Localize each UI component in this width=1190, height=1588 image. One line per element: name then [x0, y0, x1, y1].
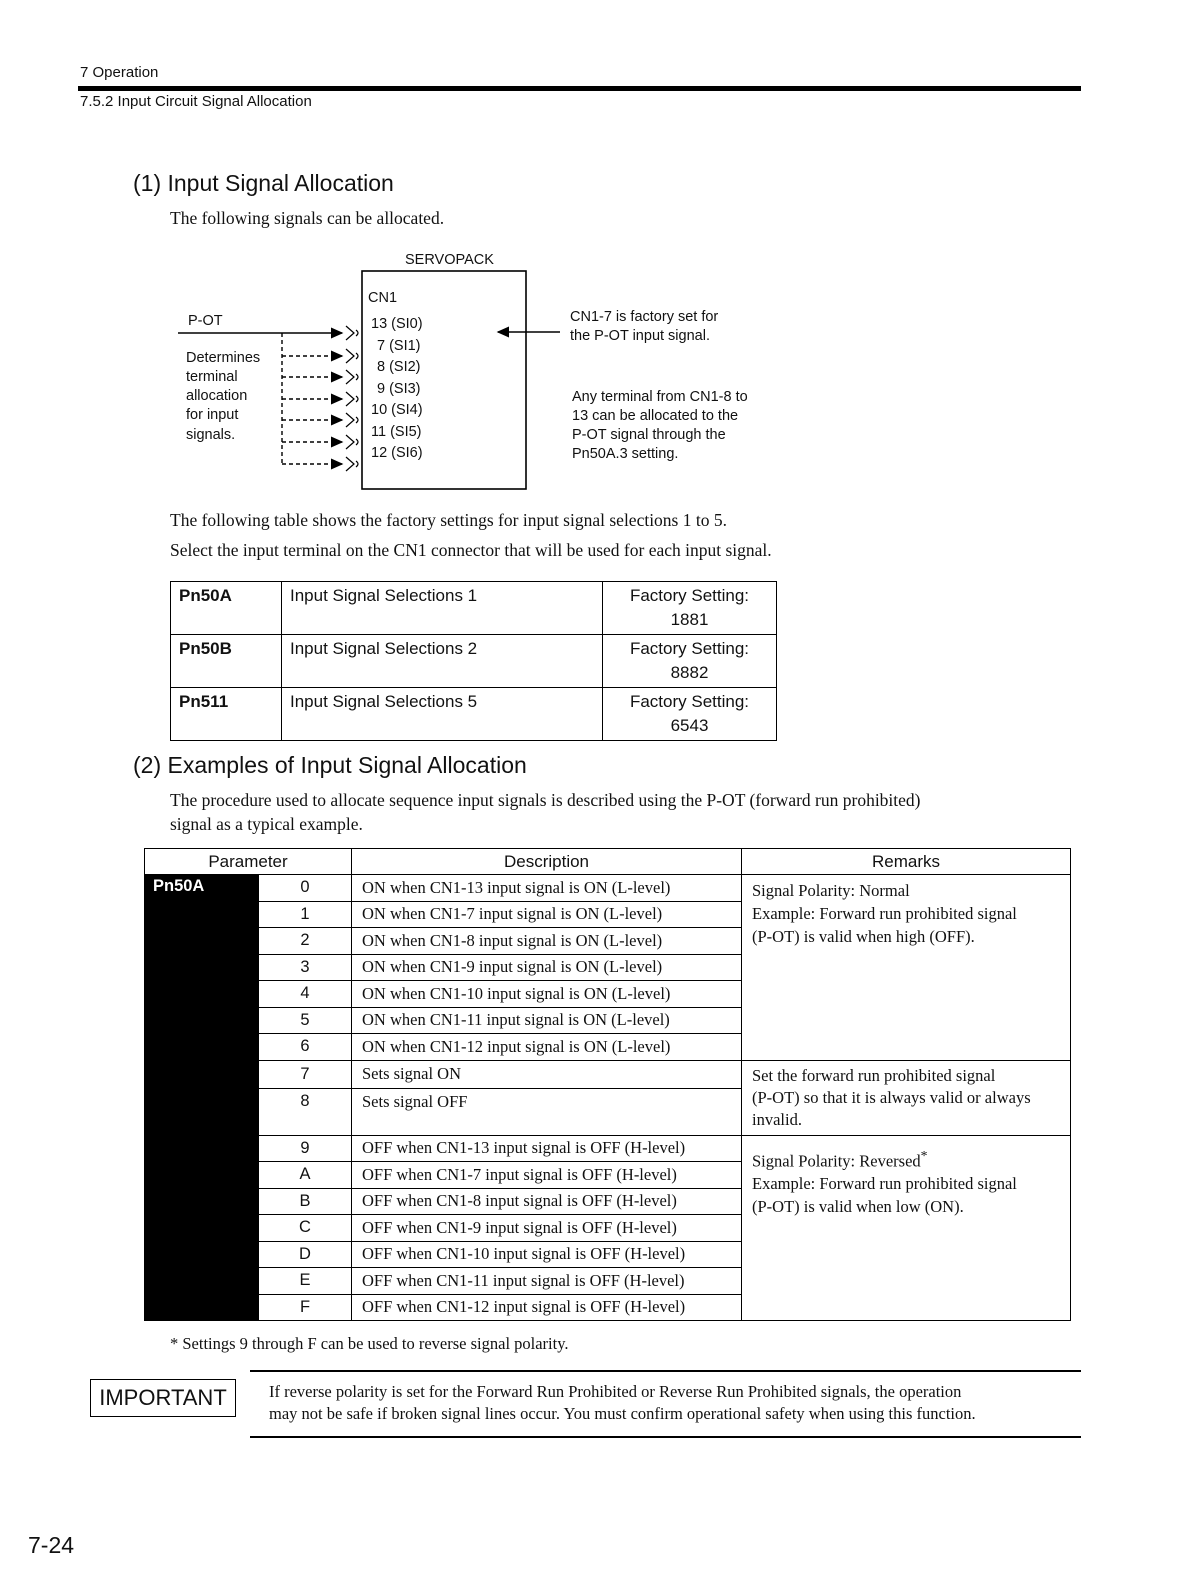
param-description: OFF when CN1-10 input signal is OFF (H-level) [352, 1241, 742, 1268]
cn1-label: CN1 [368, 290, 398, 306]
param-value: 2 [259, 928, 352, 955]
right-note-2-line: 13 can be allocated to the [572, 408, 739, 424]
param-value: 3 [259, 954, 352, 981]
important-text [269, 1381, 1069, 1425]
section2-intro-line1: The procedure used to allocate sequence input signals is described using the P-OT (forward run prohibited) [170, 790, 921, 810]
param-description: ON when CN1-9 input signal is ON (L-level) [352, 954, 742, 981]
table-row [171, 688, 777, 741]
header-remarks: Remarks [742, 849, 1071, 875]
param-value: 5 [259, 1007, 352, 1034]
remarks-line: Signal Polarity: Reversed [752, 1151, 921, 1170]
table-row [171, 582, 777, 635]
param-value: D [259, 1241, 352, 1268]
parameter-table [144, 848, 1071, 1321]
table-row [145, 1135, 1071, 1162]
param-value: B [259, 1188, 352, 1215]
param-value: 4 [259, 981, 352, 1008]
terminal-label: 9 (SI3) [377, 381, 421, 397]
terminal-label: 12 (SI6) [371, 445, 423, 461]
param-value: F [259, 1294, 352, 1321]
header-rule [78, 86, 1081, 91]
remarks-line: Signal Polarity: Normal [752, 881, 910, 900]
terminal-label: 7 (SI1) [377, 338, 421, 354]
param-code: Pn50B [171, 635, 282, 688]
factory-setting-value: 6543 [670, 716, 709, 735]
left-note-line: for input [186, 407, 239, 423]
param-description: OFF when CN1-11 input signal is OFF (H-level) [352, 1268, 742, 1295]
remarks-reversed-title [752, 1144, 1060, 1173]
section2-intro-line2: signal as a typical example. [170, 814, 363, 834]
right-note-2-line: Pn50A.3 setting. [572, 446, 679, 462]
pot-signal-label: P-OT [188, 313, 223, 329]
header-description: Description [352, 849, 742, 875]
param-description: ON when CN1-12 input signal is ON (L-level) [352, 1034, 742, 1061]
param-code: Pn511 [171, 688, 282, 741]
important-rule-bottom [250, 1436, 1081, 1438]
param-name: Input Signal Selections 2 [282, 635, 603, 688]
param-description: Sets signal ON [352, 1060, 742, 1089]
param-value: E [259, 1268, 352, 1295]
factory-text-line1: The following table shows the factory settings for input signal selections 1 to 5. [170, 510, 727, 530]
remarks-line: (P-OT) is valid when low (ON). [752, 1197, 964, 1216]
param-description: ON when CN1-10 input signal is ON (L-level) [352, 981, 742, 1008]
right-note-2-line: P-OT signal through the [572, 427, 726, 443]
important-label: IMPORTANT [90, 1379, 236, 1417]
section1-heading: (1) Input Signal Allocation [133, 170, 394, 196]
chapter-header: 7 Operation [80, 64, 159, 81]
left-note-line: Determines [186, 350, 261, 366]
param-description: ON when CN1-11 input signal is ON (L-level) [352, 1007, 742, 1034]
section1-intro: The following signals can be allocated. [170, 208, 445, 228]
terminal-symbols [346, 326, 358, 471]
important-line: may not be safe if broken signal lines occur. You must confirm operational safety when using this function. [269, 1404, 976, 1423]
signal-allocation-diagram [160, 246, 780, 496]
page-number: 7-24 [28, 1532, 75, 1558]
table-row [145, 875, 1071, 902]
section-header: 7.5.2 Input Circuit Signal Allocation [80, 93, 312, 110]
terminal-label: 11 (SI5) [371, 424, 422, 440]
important-rule-top [250, 1370, 1081, 1372]
servopack-label: SERVOPACK [405, 252, 494, 268]
param-description: OFF when CN1-8 input signal is OFF (H-level) [352, 1188, 742, 1215]
remarks-line: (P-OT) so that it is always valid or always [752, 1087, 1031, 1107]
right-note-1-line: CN1-7 is factory set for [570, 309, 719, 325]
factory-setting-cell [603, 688, 777, 741]
factory-text-line2: Select the input terminal on the CN1 connector that will be used for each input signal. [170, 540, 772, 560]
left-note-line: terminal [186, 369, 238, 385]
factory-settings-table [170, 581, 777, 741]
terminal-label: 13 (SI0) [371, 316, 423, 332]
param-description: OFF when CN1-13 input signal is OFF (H-level) [352, 1135, 742, 1162]
terminal-label: 8 (SI2) [377, 359, 421, 375]
param-code: Pn50A [171, 582, 282, 635]
important-line: If reverse polarity is set for the Forward Run Prohibited or Reverse Run Prohibited signals, the operation [269, 1382, 962, 1401]
remarks-line: (P-OT) is valid when high (OFF). [752, 927, 975, 946]
factory-setting-cell [603, 582, 777, 635]
param-name: Input Signal Selections 1 [282, 582, 603, 635]
param-value: 9 [259, 1135, 352, 1162]
section2-heading: (2) Examples of Input Signal Allocation [133, 752, 527, 778]
remarks-line: invalid. [752, 1109, 802, 1129]
table-row [145, 1060, 1071, 1089]
param-description: ON when CN1-13 input signal is ON (L-level) [352, 875, 742, 902]
remarks-fixed [742, 1060, 1071, 1135]
param-description: Sets signal OFF [352, 1089, 742, 1135]
param-description: OFF when CN1-12 input signal is OFF (H-level) [352, 1294, 742, 1321]
param-value: 7 [259, 1060, 352, 1089]
factory-setting-value: 1881 [670, 610, 709, 629]
table-row [171, 635, 777, 688]
remarks-reversed [742, 1135, 1071, 1321]
terminal-label: 10 (SI4) [371, 402, 423, 418]
right-note-1-line: the P-OT input signal. [570, 328, 710, 344]
left-note-line: allocation [186, 388, 248, 404]
param-description: ON when CN1-7 input signal is ON (L-level) [352, 901, 742, 928]
param-value: A [259, 1162, 352, 1189]
remarks-normal [742, 875, 1071, 1061]
left-note-line: signals. [186, 427, 236, 443]
param-value: 6 [259, 1034, 352, 1061]
factory-setting-value: 8882 [670, 663, 709, 682]
factory-setting-label: Factory Setting: [629, 692, 750, 711]
param-name-cell: Pn50A [145, 875, 259, 1321]
remarks-line: Example: Forward run prohibited signal [752, 904, 1017, 923]
param-name: Input Signal Selections 5 [282, 688, 603, 741]
remarks-line: Set the forward run prohibited signal [752, 1065, 996, 1085]
param-value: 1 [259, 901, 352, 928]
table-header-row [145, 849, 1071, 875]
footnote-mark: * [920, 1147, 928, 1163]
param-description: ON when CN1-8 input signal is ON (L-level) [352, 928, 742, 955]
param-description: OFF when CN1-7 input signal is OFF (H-level) [352, 1162, 742, 1189]
param-value: 8 [259, 1089, 352, 1135]
factory-setting-label: Factory Setting: [629, 639, 750, 658]
param-value: C [259, 1215, 352, 1242]
footnote: * Settings 9 through F can be used to reverse signal polarity. [170, 1334, 569, 1353]
factory-setting-cell [603, 635, 777, 688]
right-note-2-line: Any terminal from CN1-8 to [572, 389, 748, 405]
remarks-line: Example: Forward run prohibited signal [752, 1174, 1017, 1193]
param-value: 0 [259, 875, 352, 902]
param-description: OFF when CN1-9 input signal is OFF (H-level) [352, 1215, 742, 1242]
factory-setting-label: Factory Setting: [629, 586, 750, 605]
header-parameter: Parameter [145, 849, 352, 875]
